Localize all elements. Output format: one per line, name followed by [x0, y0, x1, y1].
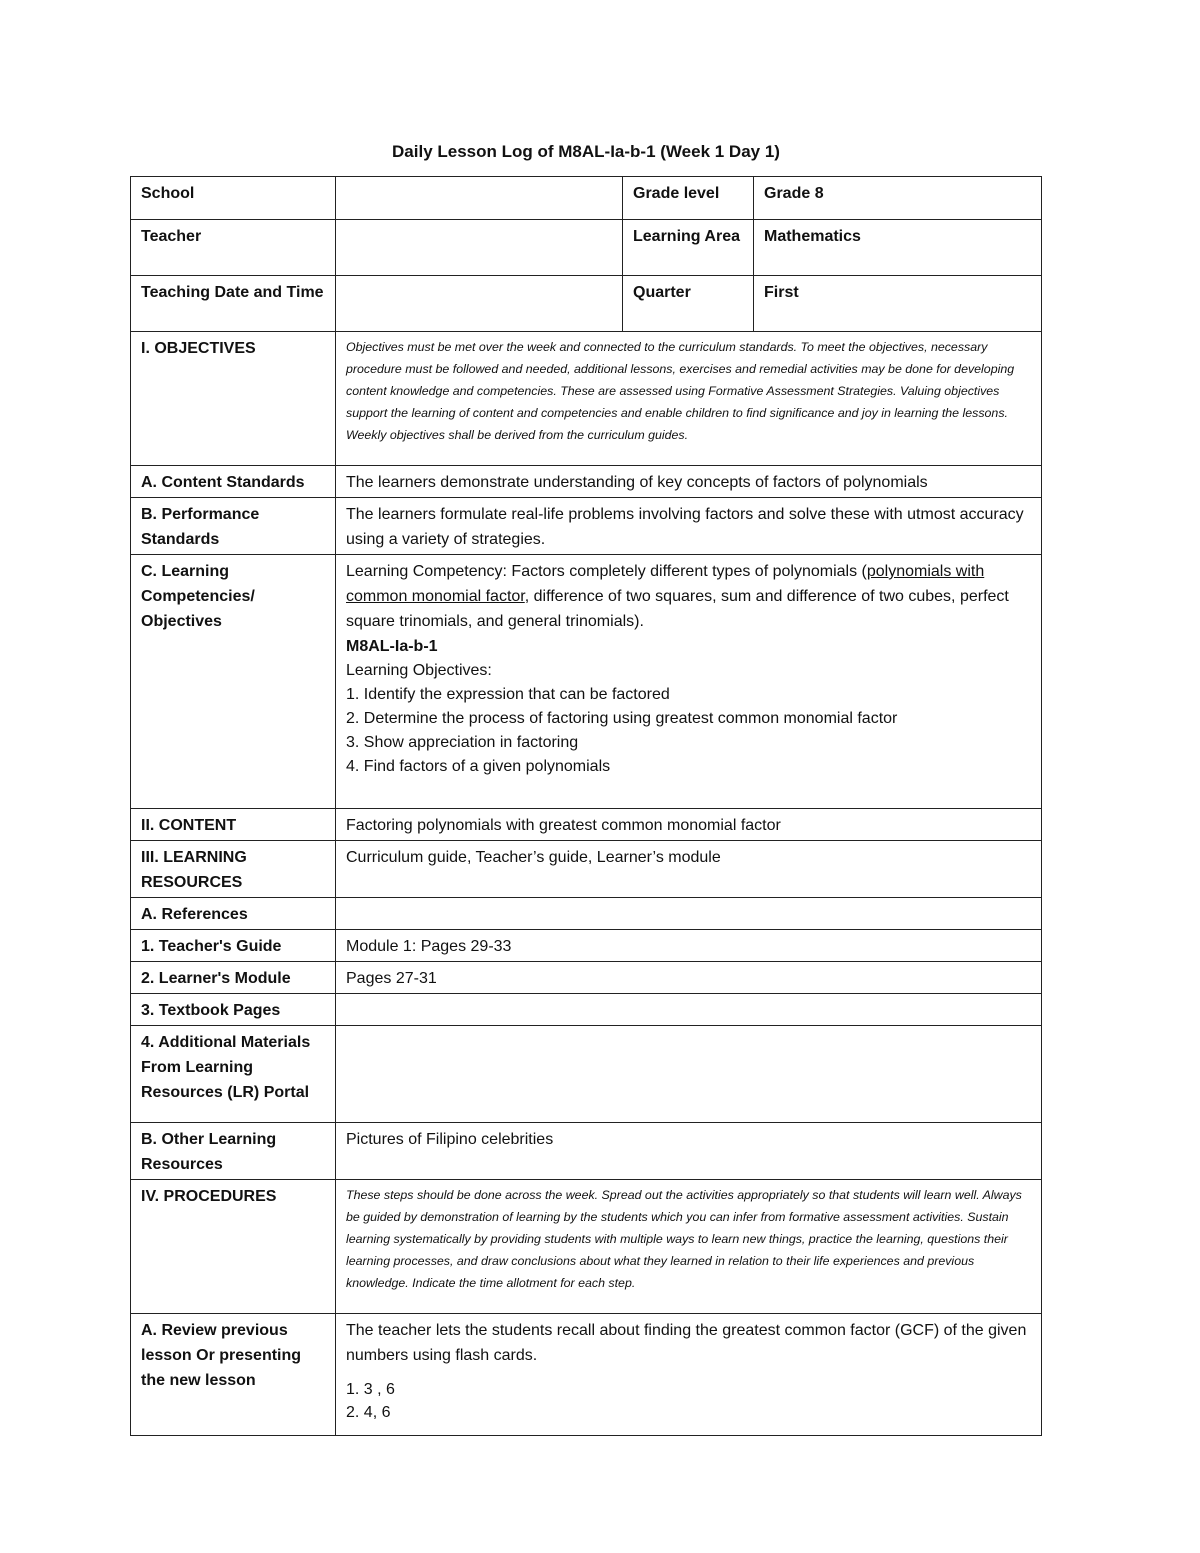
row-competencies — [131, 555, 1042, 809]
row-content — [131, 809, 1042, 841]
competencies-cell — [336, 555, 1042, 809]
performance-standards-label: B. Performance Standards — [131, 498, 336, 555]
objectives-note-cell — [336, 332, 1042, 466]
learners-module-label: 2. Learner's Module — [131, 962, 336, 994]
objective-item: 3. Show appreciation in factoring — [346, 734, 579, 751]
row-teaching-date — [131, 276, 1042, 332]
learners-module-value: Pages 27-31 — [336, 962, 1042, 994]
learning-area-value: Mathematics — [754, 220, 1042, 276]
grade-level-label: Grade level — [623, 177, 754, 220]
content-label: II. CONTENT — [131, 809, 336, 841]
school-label: School — [131, 177, 336, 220]
underlined-phrase: polynomials with common monomial factor — [346, 563, 985, 605]
quarter-value: First — [754, 276, 1042, 332]
review-item: 2. 4, 6 — [346, 1404, 391, 1421]
other-resources-label: B. Other Learning Resources — [131, 1123, 336, 1180]
objectives-heading: Learning Objectives: — [346, 662, 492, 679]
objective-item: 1. Identify the expression that can be factored — [346, 686, 670, 703]
competency-code: M8AL-Ia-b-1 — [346, 638, 438, 655]
review-label: A. Review previous lesson Or presenting the new lesson — [131, 1314, 336, 1436]
procedures-note: These steps should be done across the week. Spread out the activities appropriately so that students will learn well. Always be guided by demonstration of learning by the students which you can infer from formative assessment activities. Sustain learning systematically by providing students with multiple ways to learn new things, practice the learning, questions their learning processes, and draw conclusions about what they learned in relation to their life experiences and previous knowledge. Indicate the time allotment for each step. — [346, 1188, 1022, 1290]
learning-resources-label: III. LEARNING RESOURCES — [131, 841, 336, 898]
review-cell — [336, 1314, 1042, 1436]
textbook-label: 3. Textbook Pages — [131, 994, 336, 1026]
teacher-value — [336, 220, 623, 276]
objectives-note: Objectives must be met over the week and connected to the curriculum standards. To meet the objectives, necessary procedure must be followed and needed, additional lessons, exercises and remedial activities may be done for developing content knowledge and competencies. These are assessed using Formative Assessment Strategies. Valuing objectives support the learning of content and competencies and enable children to find significance and joy in learning the lessons. Weekly objectives shall be derived from the curriculum guides. — [346, 340, 1015, 442]
objectives-label: I. OBJECTIVES — [131, 332, 336, 466]
row-teachers-guide — [131, 930, 1042, 962]
review-item: 1. 3 , 6 — [346, 1381, 395, 1398]
additional-materials-label: 4. Additional Materials From Learning Resources (LR) Portal — [131, 1026, 336, 1123]
learning-competency-text: Learning Competency: Factors completely different types of polynomials (polynomials with common monomial factor, difference of two squares, sum and difference of two cubes, perfect square trinomials, and general trinomials). — [346, 563, 1009, 630]
row-teacher — [131, 220, 1042, 276]
school-value — [336, 177, 623, 220]
performance-standards-value: The learners formulate real-life problems involving factors and solve these with utmost accuracy using a variety of strategies. — [336, 498, 1042, 555]
objective-item: 4. Find factors of a given polynomials — [346, 758, 611, 775]
procedures-label: IV. PROCEDURES — [131, 1180, 336, 1314]
teachers-guide-value: Module 1: Pages 29-33 — [336, 930, 1042, 962]
competencies-label: C. Learning Competencies/ Objectives — [131, 555, 336, 809]
page-title: Daily Lesson Log of M8AL-Ia-b-1 (Week 1 Day 1) — [392, 142, 780, 161]
references-label: A. References — [131, 898, 336, 930]
row-learners-module — [131, 962, 1042, 994]
teaching-date-value — [336, 276, 623, 332]
row-content-standards — [131, 466, 1042, 498]
row-review — [131, 1314, 1042, 1436]
quarter-label: Quarter — [623, 276, 754, 332]
review-text: The teacher lets the students recall about finding the greatest common factor (GCF) of the given numbers using flash cards. — [346, 1322, 1027, 1364]
references-value — [336, 898, 1042, 930]
row-other-resources — [131, 1123, 1042, 1180]
row-performance-standards — [131, 498, 1042, 555]
content-standards-value: The learners demonstrate understanding of key concepts of factors of polynomials — [336, 466, 1042, 498]
row-objectives — [131, 332, 1042, 466]
teaching-date-label: Teaching Date and Time — [131, 276, 336, 332]
content-standards-label: A. Content Standards — [131, 466, 336, 498]
other-resources-value: Pictures of Filipino celebrities — [336, 1123, 1042, 1180]
row-additional-materials — [131, 1026, 1042, 1123]
row-references — [131, 898, 1042, 930]
lesson-log-table — [130, 176, 1042, 1436]
row-procedures — [131, 1180, 1042, 1314]
procedures-note-cell — [336, 1180, 1042, 1314]
teacher-label: Teacher — [131, 220, 336, 276]
learning-area-label: Learning Area — [623, 220, 754, 276]
teachers-guide-label: 1. Teacher's Guide — [131, 930, 336, 962]
learning-resources-value: Curriculum guide, Teacher’s guide, Learner’s module — [336, 841, 1042, 898]
content-value: Factoring polynomials with greatest common monomial factor — [336, 809, 1042, 841]
row-school — [131, 177, 1042, 220]
textbook-value — [336, 994, 1042, 1026]
row-textbook — [131, 994, 1042, 1026]
row-learning-resources — [131, 841, 1042, 898]
grade-level-value: Grade 8 — [754, 177, 1042, 220]
objective-item: 2. Determine the process of factoring using greatest common monomial factor — [346, 710, 898, 727]
additional-materials-value — [336, 1026, 1042, 1123]
